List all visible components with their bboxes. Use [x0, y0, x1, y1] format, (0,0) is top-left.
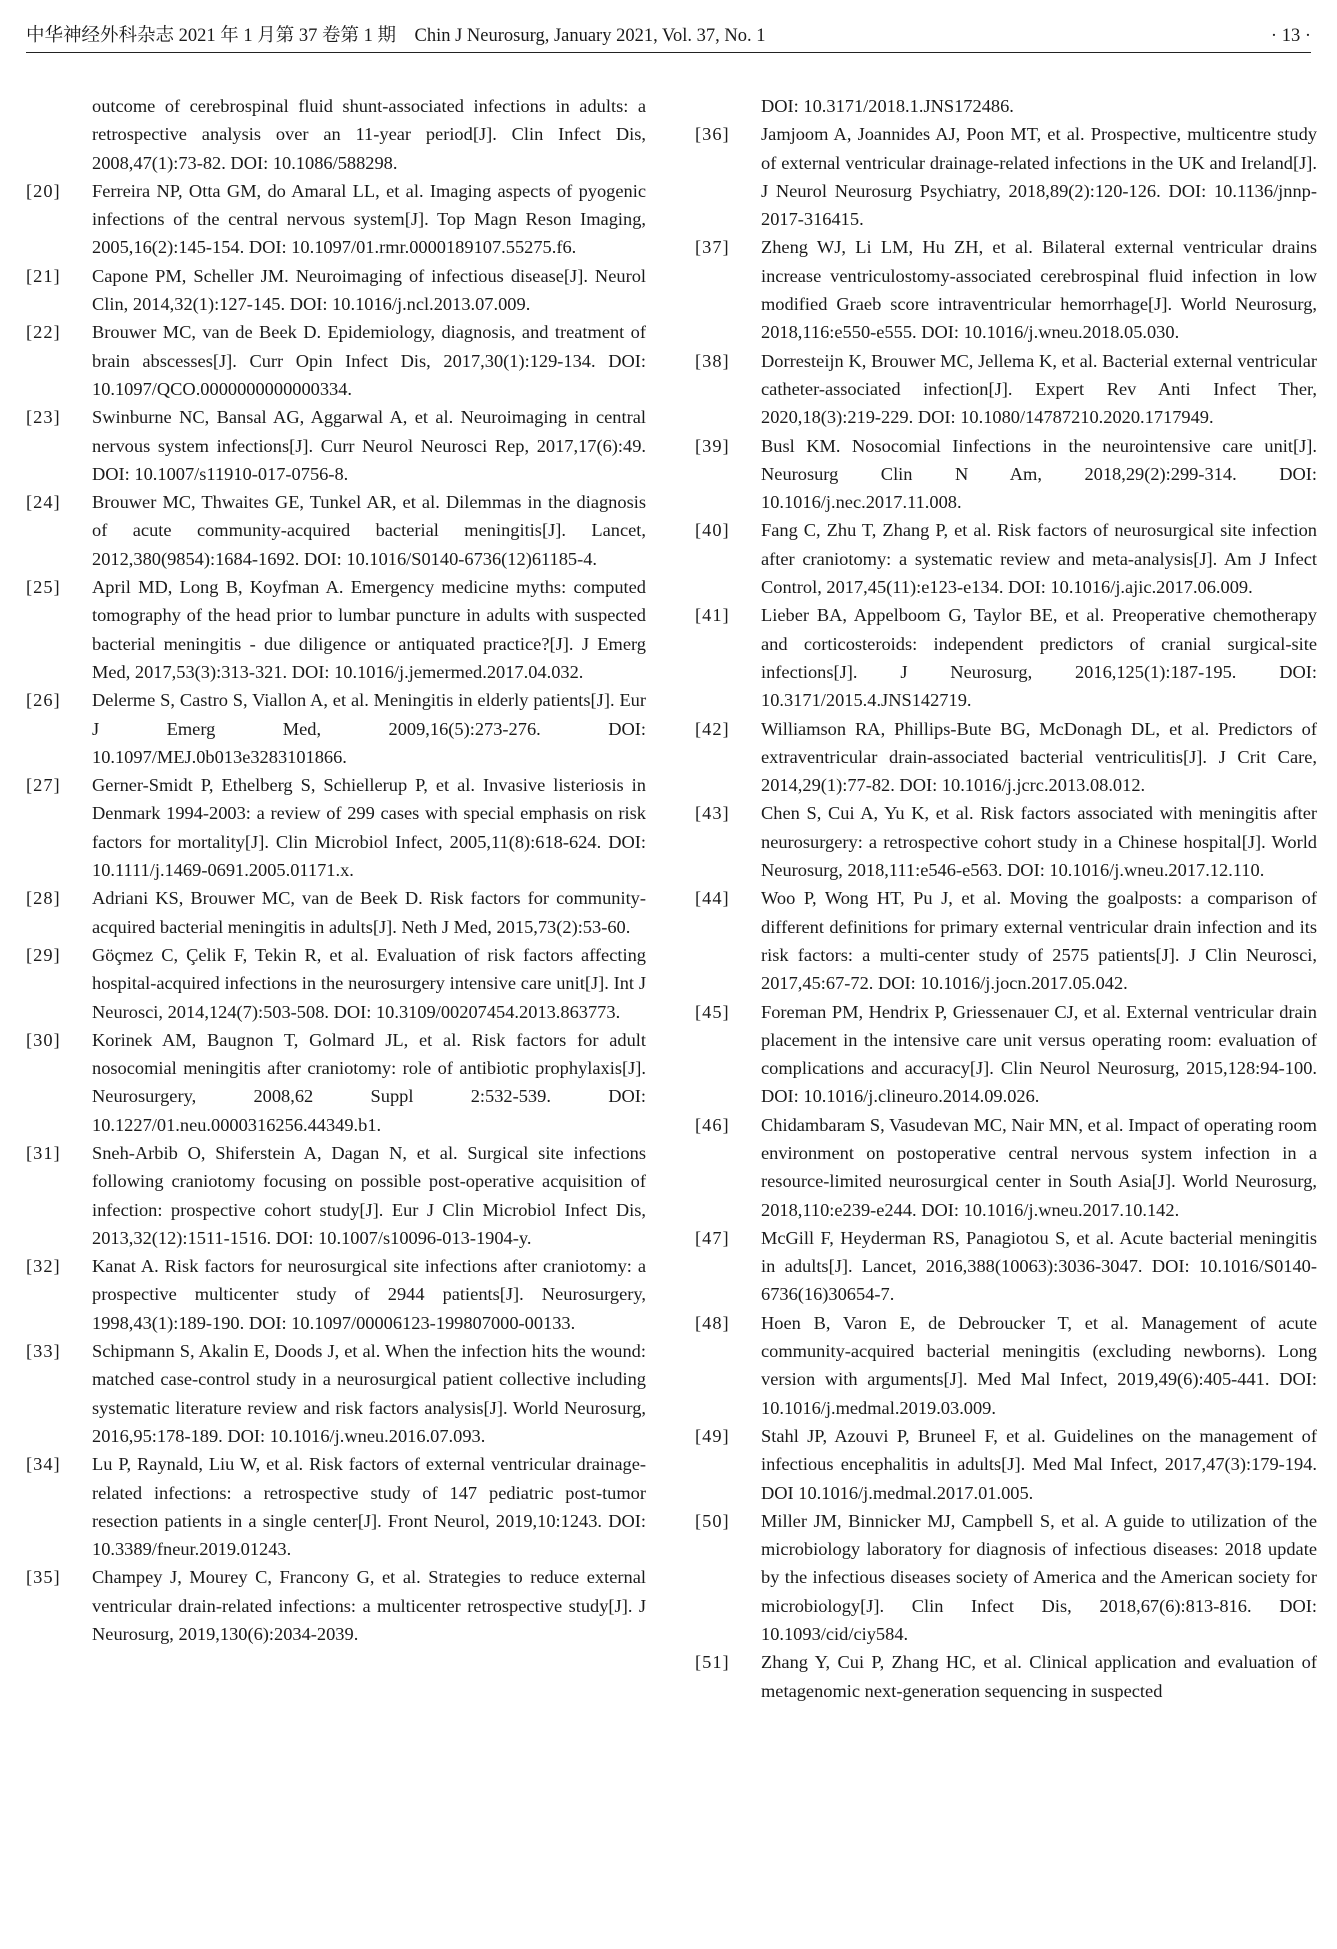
reference-item	[26, 177, 646, 262]
reference-item	[26, 488, 646, 573]
reference-item	[695, 1309, 1317, 1422]
reference-number: [45]	[695, 1001, 730, 1022]
reference-number: [24]	[26, 492, 61, 513]
reference-item	[695, 1224, 1317, 1309]
reference-number: [25]	[26, 577, 61, 598]
reference-number: [41]	[695, 605, 730, 626]
reference-number: [21]	[26, 265, 61, 286]
reference-item	[695, 120, 1317, 233]
reference-number: [36]	[695, 124, 730, 145]
running-header	[26, 20, 1311, 53]
reference-item	[26, 1252, 646, 1337]
reference-text: Kanat A. Risk factors for neurosurgical site infections after craniotomy: a prospective multicenter study of 2944 patients[J]. Neurosurgery, 1998,43(1):189-190. DOI: 10.1097/00006123-199807000-00133.	[92, 1256, 646, 1333]
reference-item	[695, 92, 1317, 120]
reference-text: Champey J, Mourey C, Francony G, et al. Strategies to reduce external ventricular drain-related infections: a multicenter retrospective study[J]. J Neurosurg, 2019,130(6):2034-2039.	[92, 1567, 646, 1645]
reference-text: Swinburne NC, Bansal AG, Aggarwal A, et al. Neuroimaging in central nervous system infections[J]. Curr Neurol Neurosci Rep, 2017,17(6):49. DOI: 10.1007/s11910-017-0756-8.	[92, 407, 646, 484]
reference-text: Busl KM. Nosocomial Iinfections in the neurointensive care unit[J]. Neurosurg Clin N Am, 2018,29(2):299-314. DOI: 10.1016/j.nec.2017.11.008.	[761, 435, 1317, 513]
reference-item	[695, 799, 1317, 884]
reference-item	[695, 884, 1317, 997]
reference-number: [38]	[695, 350, 730, 371]
reference-item	[26, 941, 646, 1026]
reference-number: [44]	[695, 888, 730, 909]
reference-text: Delerme S, Castro S, Viallon A, et al. Meningitis in elderly patients[J]. Eur J Emerg Med, 2009,16(5):273-276. DOI: 10.1097/MEJ.0b013e3283101866.	[92, 690, 646, 767]
reference-text: Hoen B, Varon E, de Debroucker T, et al. Management of acute community-acquired bacterial meningitis (excluding newborns). Long version with arguments[J]. Med Mal Infect, 2019,49(6):405-441. DOI: 10.1016/j.medmal.2019.03.009.	[761, 1312, 1317, 1418]
reference-text: McGill F, Heyderman RS, Panagiotou S, et al. Acute bacterial meningitis in adults[J]. Lancet, 2016,388(10063):3036-3047. DOI: 10.1016/S0140-6736(16)30654-7.	[761, 1227, 1317, 1305]
reference-number: [32]	[26, 1256, 61, 1277]
reference-number: [37]	[695, 237, 730, 258]
reference-text: Sneh-Arbib O, Shiferstein A, Dagan N, et al. Surgical site infections following craniotomy focusing on possible post-operative acquisition of infection: prospective cohort study[J]. Eur J Clin Microbiol Infect Dis, 2013,32(12):1511-1516. DOI: 10.1007/s10096-013-1904-y.	[92, 1142, 646, 1248]
reference-number: [23]	[26, 407, 61, 428]
reference-text: Williamson RA, Phillips-Bute BG, McDonagh DL, et al. Predictors of extraventricular drain-associated bacterial ventriculitis[J]. J Crit Care, 2014,29(1):77-82. DOI: 10.1016/j.jcrc.2013.08.012.	[761, 718, 1317, 796]
reference-text: Dorresteijn K, Brouwer MC, Jellema K, et al. Bacterial external ventricular catheter-associated infection[J]. Expert Rev Anti Infect Ther, 2020,18(3):219-229. DOI: 10.1080/14787210.2020.1717949.	[761, 350, 1317, 428]
reference-item	[695, 516, 1317, 601]
reference-text: Stahl JP, Azouvi P, Bruneel F, et al. Guidelines on the management of infectious encephalitis in adults[J]. Med Mal Infect, 2017,47(3):179-194. DOI 10.1016/j.medmal.2017.01.005.	[761, 1425, 1317, 1503]
reference-item	[695, 601, 1317, 714]
reference-text: Foreman PM, Hendrix P, Griessenauer CJ, et al. External ventricular drain placement in the intensive care unit versus operating room: evaluation of complications and accuracy[J]. Clin Neurol Neurosurg, 2015,128:94-100. DOI: 10.1016/j.clineuro.2014.09.026.	[761, 1001, 1317, 1107]
reference-text: Jamjoom A, Joannides AJ, Poon MT, et al. Prospective, multicentre study of external ventricular drainage-related infections in the UK and Ireland[J]. J Neurol Neurosurg Psychiatry, 2018,89(2):120-126. DOI: 10.1136/jnnp-2017-316415.	[761, 124, 1317, 230]
reference-item	[695, 1111, 1317, 1224]
reference-text: Woo P, Wong HT, Pu J, et al. Moving the goalposts: a comparison of different definitions for primary external ventricular drain infection and its risk factors: a multi-center study of 2575 patients[J]. J Clin Neurosci, 2017,45:67-72. DOI: 10.1016/j.jocn.2017.05.042.	[761, 888, 1317, 994]
reference-text: Gerner-Smidt P, Ethelberg S, Schiellerup P, et al. Invasive listeriosis in Denmark 1994-2003: a review of 299 cases with special emphasis on risk factors for mortality[J]. Clin Microbiol Infect, 2005,11(8):618-624. DOI: 10.1111/j.1469-0691.2005.01171.x.	[92, 775, 646, 881]
reference-item	[695, 1507, 1317, 1648]
reference-item	[26, 1563, 646, 1648]
reference-number: [42]	[695, 718, 730, 739]
reference-item	[695, 347, 1317, 432]
reference-item	[26, 403, 646, 488]
reference-number: [43]	[695, 803, 730, 824]
reference-text: Korinek AM, Baugnon T, Golmard JL, et al. Risk factors for adult nosocomial meningitis after craniotomy: role of antibiotic prophylaxis[J]. Neurosurgery, 2008,62 Suppl 2:532-539. DOI: 10.1227/01.neu.0000316256.44349.b1.	[92, 1029, 646, 1135]
reference-item	[695, 715, 1317, 800]
reference-number: [49]	[695, 1425, 730, 1446]
reference-text: Chen S, Cui A, Yu K, et al. Risk factors associated with meningitis after neurosurgery: a retrospective cohort study in a Chinese hospital[J]. World Neurosurg, 2018,111:e546-e563. DOI: 10.1016/j.wneu.2017.12.110.	[761, 803, 1317, 881]
reference-item	[695, 1648, 1317, 1705]
reference-number: [31]	[26, 1142, 61, 1163]
reference-number: [40]	[695, 520, 730, 541]
page-number: · 13 ·	[1270, 26, 1311, 46]
reference-number: [28]	[26, 888, 61, 909]
reference-item	[26, 1450, 646, 1563]
reference-item	[695, 1422, 1317, 1507]
reference-number: [33]	[26, 1341, 61, 1362]
reference-text: Fang C, Zhu T, Zhang P, et al. Risk factors of neurosurgical site infection after craniotomy: a systematic review and meta-analysis[J]. Am J Infect Control, 2017,45(11):e123-e134. DOI: 10.1016/j.ajic.2017.06.009.	[761, 520, 1317, 598]
reference-text: April MD, Long B, Koyfman A. Emergency medicine myths: computed tomography of the head prior to lumbar puncture in adults with suspected bacterial meningitis - due diligence or antiquated practice?[J]. J Emerg Med, 2017,53(3):313-321. DOI: 10.1016/j.jemermed.2017.04.032.	[92, 577, 646, 682]
reference-text: Zheng WJ, Li LM, Hu ZH, et al. Bilateral external ventricular drains increase ventriculostomy-associated cerebrospinal fluid infection in low modified Graeb score intraventricular hemorrhage[J]. World Neurosurg, 2018,116:e550-e555. DOI: 10.1016/j.wneu.2018.05.030.	[761, 237, 1317, 343]
reference-text: outcome of cerebrospinal fluid shunt-associated infections in adults: a retrospective analysis over an 11-year period[J]. Clin Infect Dis, 2008,47(1):73-82. DOI: 10.1086/588298.	[92, 96, 646, 173]
reference-number: [29]	[26, 944, 61, 965]
reference-text: DOI: 10.3171/2018.1.JNS172486.	[761, 96, 1014, 116]
reference-item	[26, 884, 646, 941]
reference-number: [26]	[26, 690, 61, 711]
reference-item	[695, 998, 1317, 1111]
reference-text: Adriani KS, Brouwer MC, van de Beek D. Risk factors for community-acquired bacterial meningitis in adults[J]. Neth J Med, 2015,73(2):53-60.	[92, 888, 646, 937]
reference-number: [27]	[26, 775, 61, 796]
reference-item	[26, 573, 646, 686]
reference-item	[695, 233, 1317, 346]
reference-column-left	[26, 92, 646, 1648]
reference-number: [48]	[695, 1312, 730, 1333]
reference-text: Capone PM, Scheller JM. Neuroimaging of infectious disease[J]. Neurol Clin, 2014,32(1):127-145. DOI: 10.1016/j.ncl.2013.07.009.	[92, 265, 646, 315]
reference-text: Brouwer MC, van de Beek D. Epidemiology, diagnosis, and treatment of brain abscesses[J]. Curr Opin Infect Dis, 2017,30(1):129-134. DOI: 10.1097/QCO.0000000000000334.	[92, 322, 646, 399]
reference-item	[26, 1026, 646, 1139]
reference-column-right	[695, 92, 1317, 1705]
reference-text: Brouwer MC, Thwaites GE, Tunkel AR, et al. Dilemmas in the diagnosis of acute community-acquired bacterial meningitis[J]. Lancet, 2012,380(9854):1684-1692. DOI: 10.1016/S0140-6736(12)61185-4.	[92, 492, 646, 569]
reference-number: [35]	[26, 1567, 61, 1588]
reference-number: [22]	[26, 322, 61, 343]
reference-number: [46]	[695, 1114, 730, 1135]
reference-item	[26, 771, 646, 884]
reference-number: [47]	[695, 1227, 730, 1248]
journal-citation: 中华神经外科杂志 2021 年 1 月第 37 卷第 1 期 Chin J Neurosurg, January 2021, Vol. 37, No. 1	[26, 26, 766, 46]
reference-text: Lu P, Raynald, Liu W, et al. Risk factors of external ventricular drainage-related infections: a retrospective study of 147 pediatric post-tumor resection patients in a single center[J]. Front Neurol, 2019,10:1243. DOI: 10.3389/fneur.2019.01243.	[92, 1454, 646, 1560]
reference-item	[26, 262, 646, 319]
reference-item	[26, 92, 646, 177]
reference-number: [20]	[26, 180, 61, 201]
reference-item	[695, 432, 1317, 517]
reference-number: [34]	[26, 1454, 61, 1475]
reference-number: [51]	[695, 1652, 730, 1673]
reference-text: Chidambaram S, Vasudevan MC, Nair MN, et al. Impact of operating room environment on postoperative central nervous system infection in a resource-limited neurosurgical center in South Asia[J]. World Neurosurg, 2018,110:e239-e244. DOI: 10.1016/j.wneu.2017.10.142.	[761, 1114, 1317, 1220]
reference-item	[26, 686, 646, 771]
reference-number: [30]	[26, 1029, 61, 1050]
reference-text: Lieber BA, Appelboom G, Taylor BE, et al. Preoperative chemotherapy and corticosteroids: independent predictors of cranial surgical-site infections[J]. J Neurosurg, 2016,125(1):187-195. DOI: 10.3171/2015.4.JNS142719.	[761, 605, 1317, 711]
reference-text: Zhang Y, Cui P, Zhang HC, et al. Clinical application and evaluation of metagenomic next-generation sequencing in suspected	[761, 1652, 1317, 1701]
reference-text: Ferreira NP, Otta GM, do Amaral LL, et al. Imaging aspects of pyogenic infections of the central nervous system[J]. Top Magn Reson Imaging, 2005,16(2):145-154. DOI: 10.1097/01.rmr.0000189107.55275.f6.	[92, 180, 646, 258]
reference-text: Miller JM, Binnicker MJ, Campbell S, et al. A guide to utilization of the microbiology laboratory for diagnosis of infectious diseases: 2018 update by the infectious diseases society of America and the American society for microbiology[J]. Clin Infect Dis, 2018,67(6):813-816. DOI: 10.1093/cid/ciy584.	[761, 1510, 1317, 1645]
reference-number: [50]	[695, 1510, 730, 1531]
reference-item	[26, 1139, 646, 1252]
reference-item	[26, 318, 646, 403]
reference-text: Schipmann S, Akalin E, Doods J, et al. When the infection hits the wound: matched case-control study in a neurosurgical patient collective including systematic literature review and risk factors analysis[J]. World Neurosurg, 2016,95:178-189. DOI: 10.1016/j.wneu.2016.07.093.	[92, 1341, 646, 1446]
reference-text: Göçmez C, Çelik F, Tekin R, et al. Evaluation of risk factors affecting hospital-acquired infections in the neurosurgery intensive care unit[J]. Int J Neurosci, 2014,124(7):503-508. DOI: 10.3109/00207454.2013.863773.	[92, 944, 646, 1022]
reference-item	[26, 1337, 646, 1450]
reference-number: [39]	[695, 435, 730, 456]
